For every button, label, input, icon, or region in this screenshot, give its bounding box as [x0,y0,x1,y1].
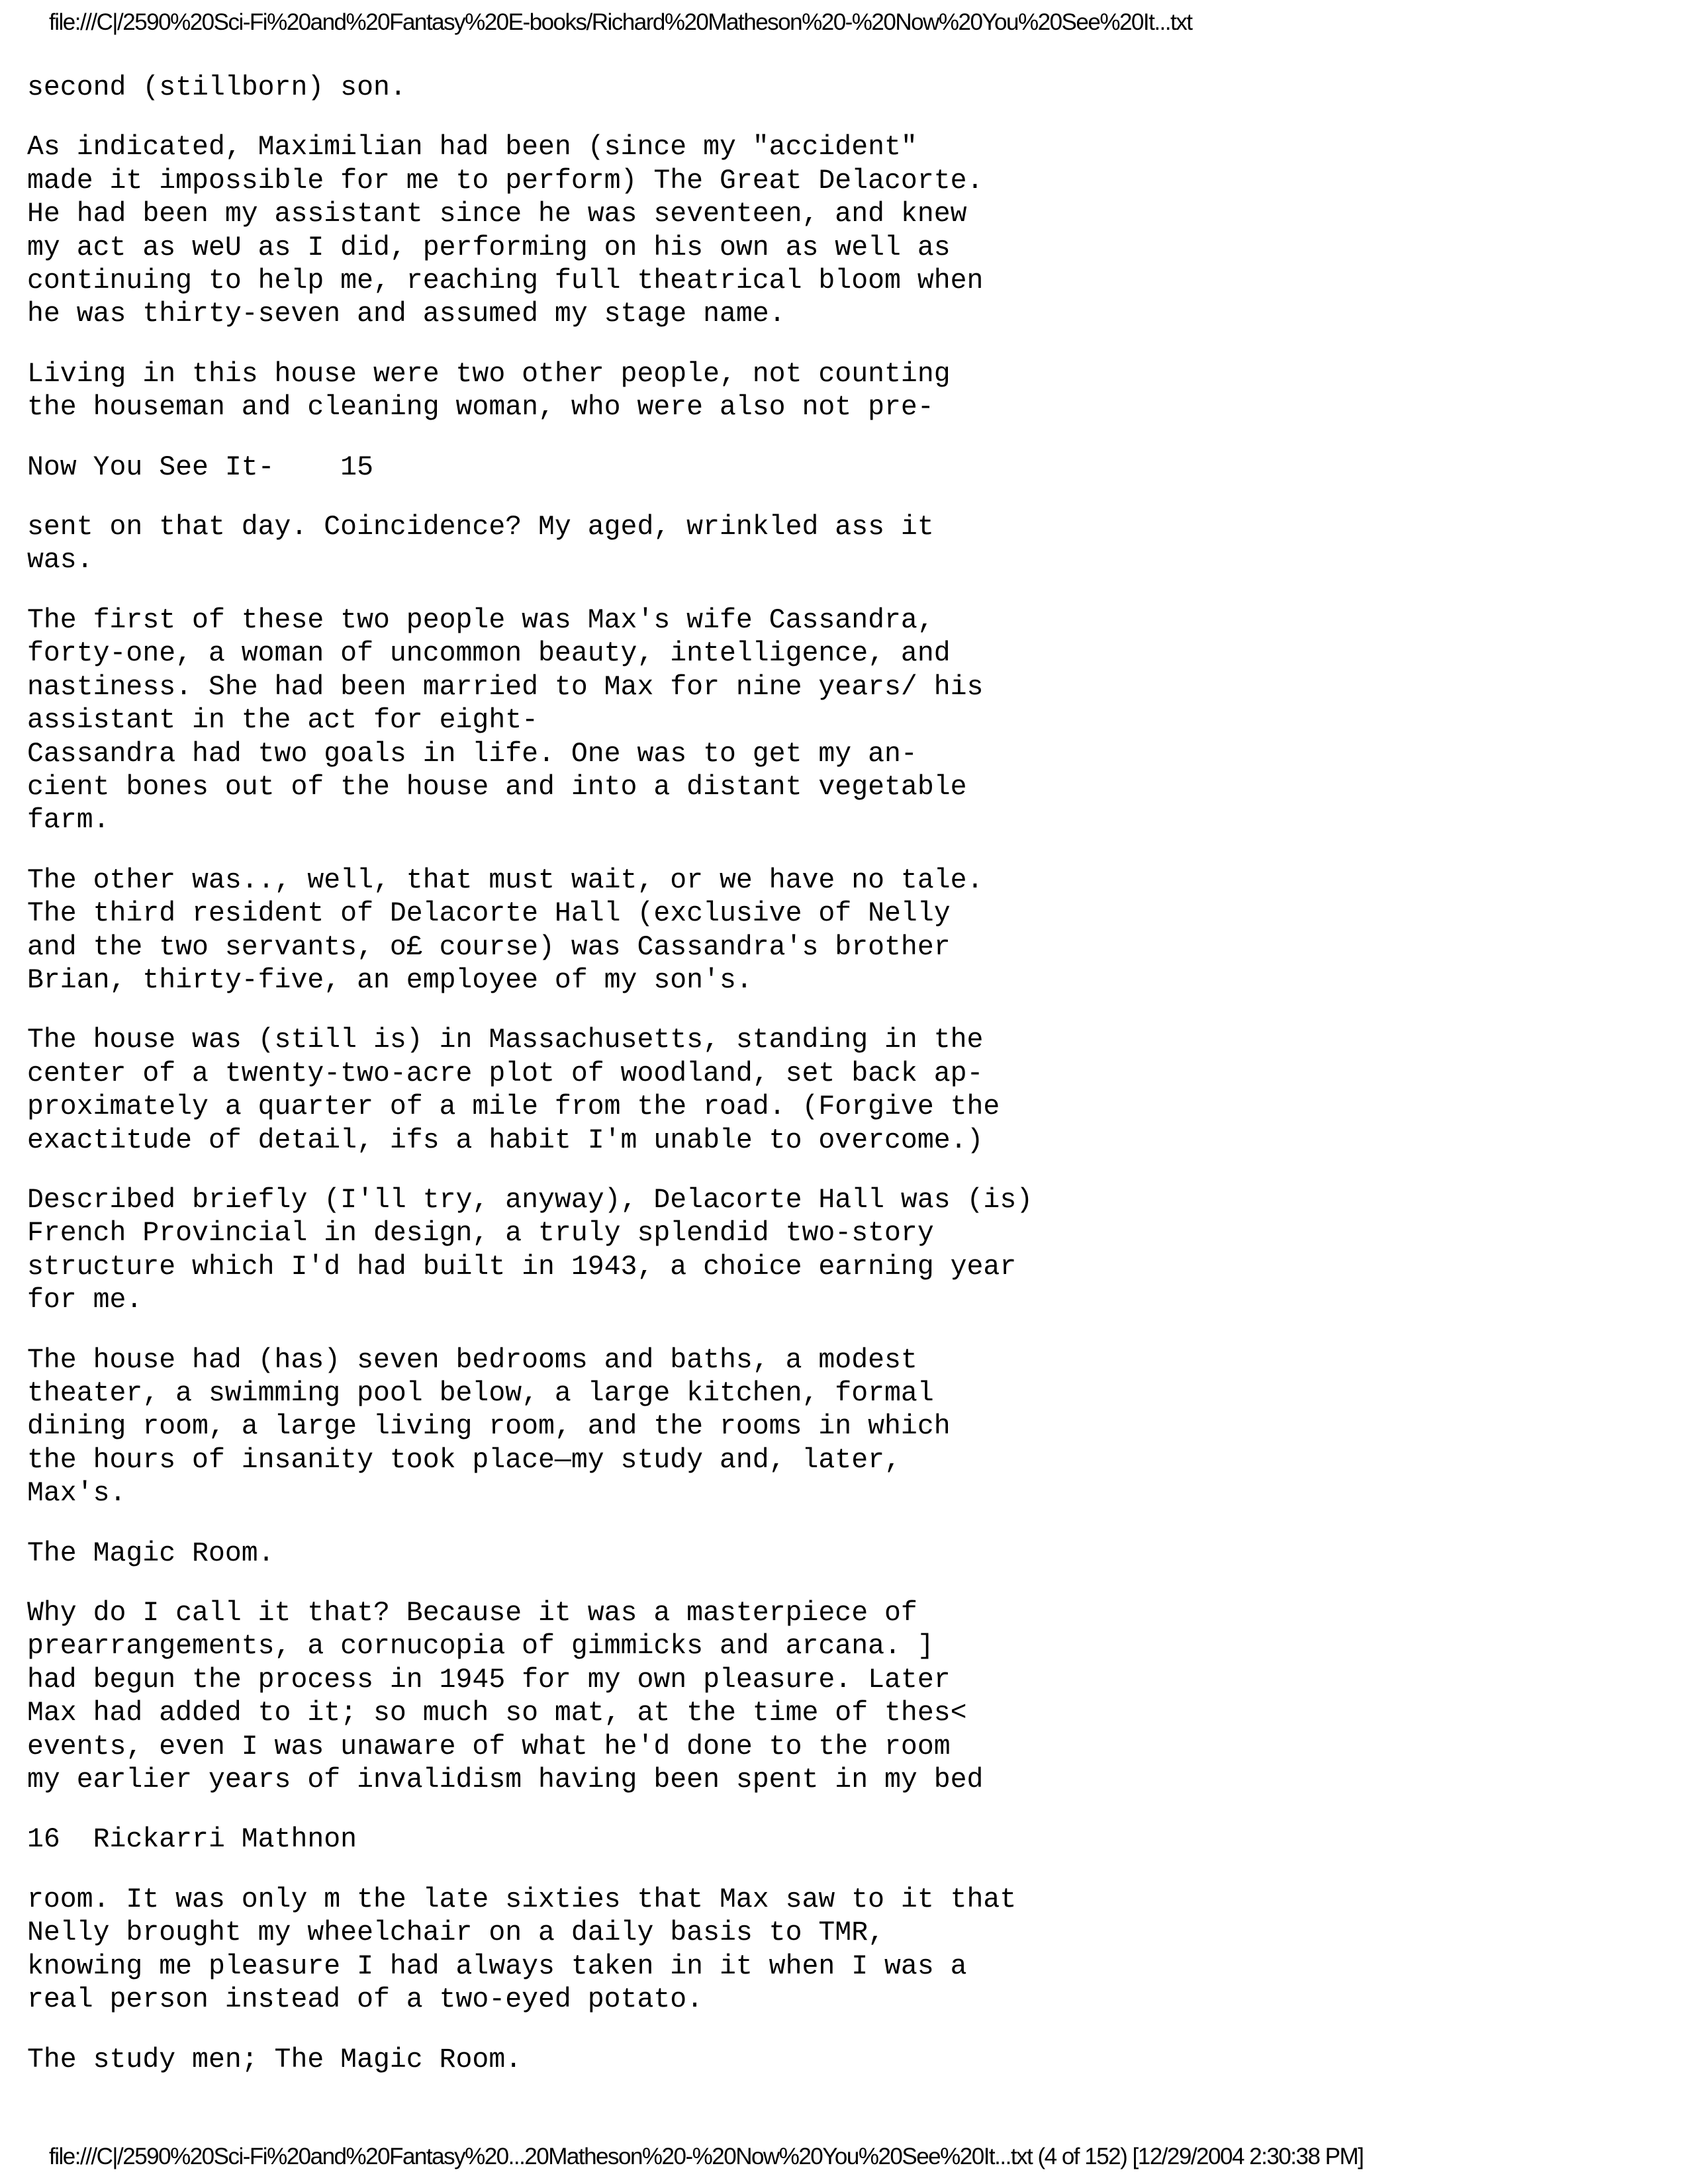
paragraph: Living in this house were two other people, not counting the houseman and cleaning woman, who were also not pre- [27,358,951,424]
paragraph: Described briefly (I'll try, anyway), Delacorte Hall was (is) French Provincial in design, a truly splendid two-story structure which I'd had built in 1943, a choice earning year for me. [27,1184,1033,1316]
document-body [27,71,1033,2103]
page-running-header: 16 Rickarri Mathnon [27,1824,357,1856]
paragraph: room. It was only m the late sixties that Max saw to it that Nelly brought my wheelchair on a daily basis to TMR, knowing me pleasure I had always taken in it when I was a real person instead of a two-eyed potato. [27,1884,1017,2016]
paragraph: sent on that day. Coincidence? My aged, wrinkled ass it was. [27,512,934,576]
paragraph: Why do I call it that? Because it was a masterpiece of prearrangements, a cornucopia of gimmicks and arcana. ] had begun the process in 1945 for my own pleasure. Later Max had added to it; so much so mat, at the time of thes< events, even I was unaware of what he'd done to the room my earlier years of invalidism having been spent in my bed [27,1598,984,1796]
paragraph: The Magic Room. [27,1537,275,1569]
print-footer: file:///C|/2590%20Sci-Fi%20and%20Fantasy%20...20Matheson%20-%20Now%20You%20See%20It...txt (4 of 152) [12/29/2004 2:30:38 PM] [49,2144,1364,2169]
paragraph: The house was (still is) in Massachusetts, standing in the center of a twenty-two-acre plot of woodland, set back ap- proximately a quarter of a mile from the road. (Forgive the exactitude of detail, ifs a habit I'm unable to overcome.) [27,1024,1000,1156]
paragraph: The study men; The Magic Room. [27,2044,522,2075]
paragraph: The other was.., well, that must wait, or we have no tale. The third resident of Delacorte Hall (exclusive of Nelly and the two servants, o£ course) was Cassandra's brother Brian, thirty-five, an employee of my son's. [27,864,984,996]
paragraph: The house had (has) seven bedrooms and baths, a modest theater, a swimming pool below, a large kitchen, formal dining room, a large living room, and the rooms in which the hours of insanity took place—my study and, later, Max's. [27,1344,951,1510]
page-running-header: Now You See It- 15 [27,451,373,483]
paragraph: The first of these two people was Max's wife Cassandra, forty-one, a woman of uncommon beauty, intelligence, and nastiness. She had been married to Max for nine years/ his assistant in the act for eight- Cassandra had two goals in life. One was to get my an- cient bones out of the house and into a distant vegetable farm. [27,604,984,837]
paragraph: As indicated, Maximilian had been (since my "accident" made it impossible for me to perform) The Great Delacorte. He had been my assistant since he was seventeen, and knew my act as weU as I did, performing on his own as well as continuing to help me, reaching full theatrical bloom when he was thirty-seven and assumed my stage name. [27,132,984,330]
paragraph: second (stillborn) son. [27,72,406,103]
print-header-path: file:///C|/2590%20Sci-Fi%20and%20Fantasy%20E-books/Richard%20Matheson%20-%20Now%20You%20See%20It...txt [49,9,1192,35]
